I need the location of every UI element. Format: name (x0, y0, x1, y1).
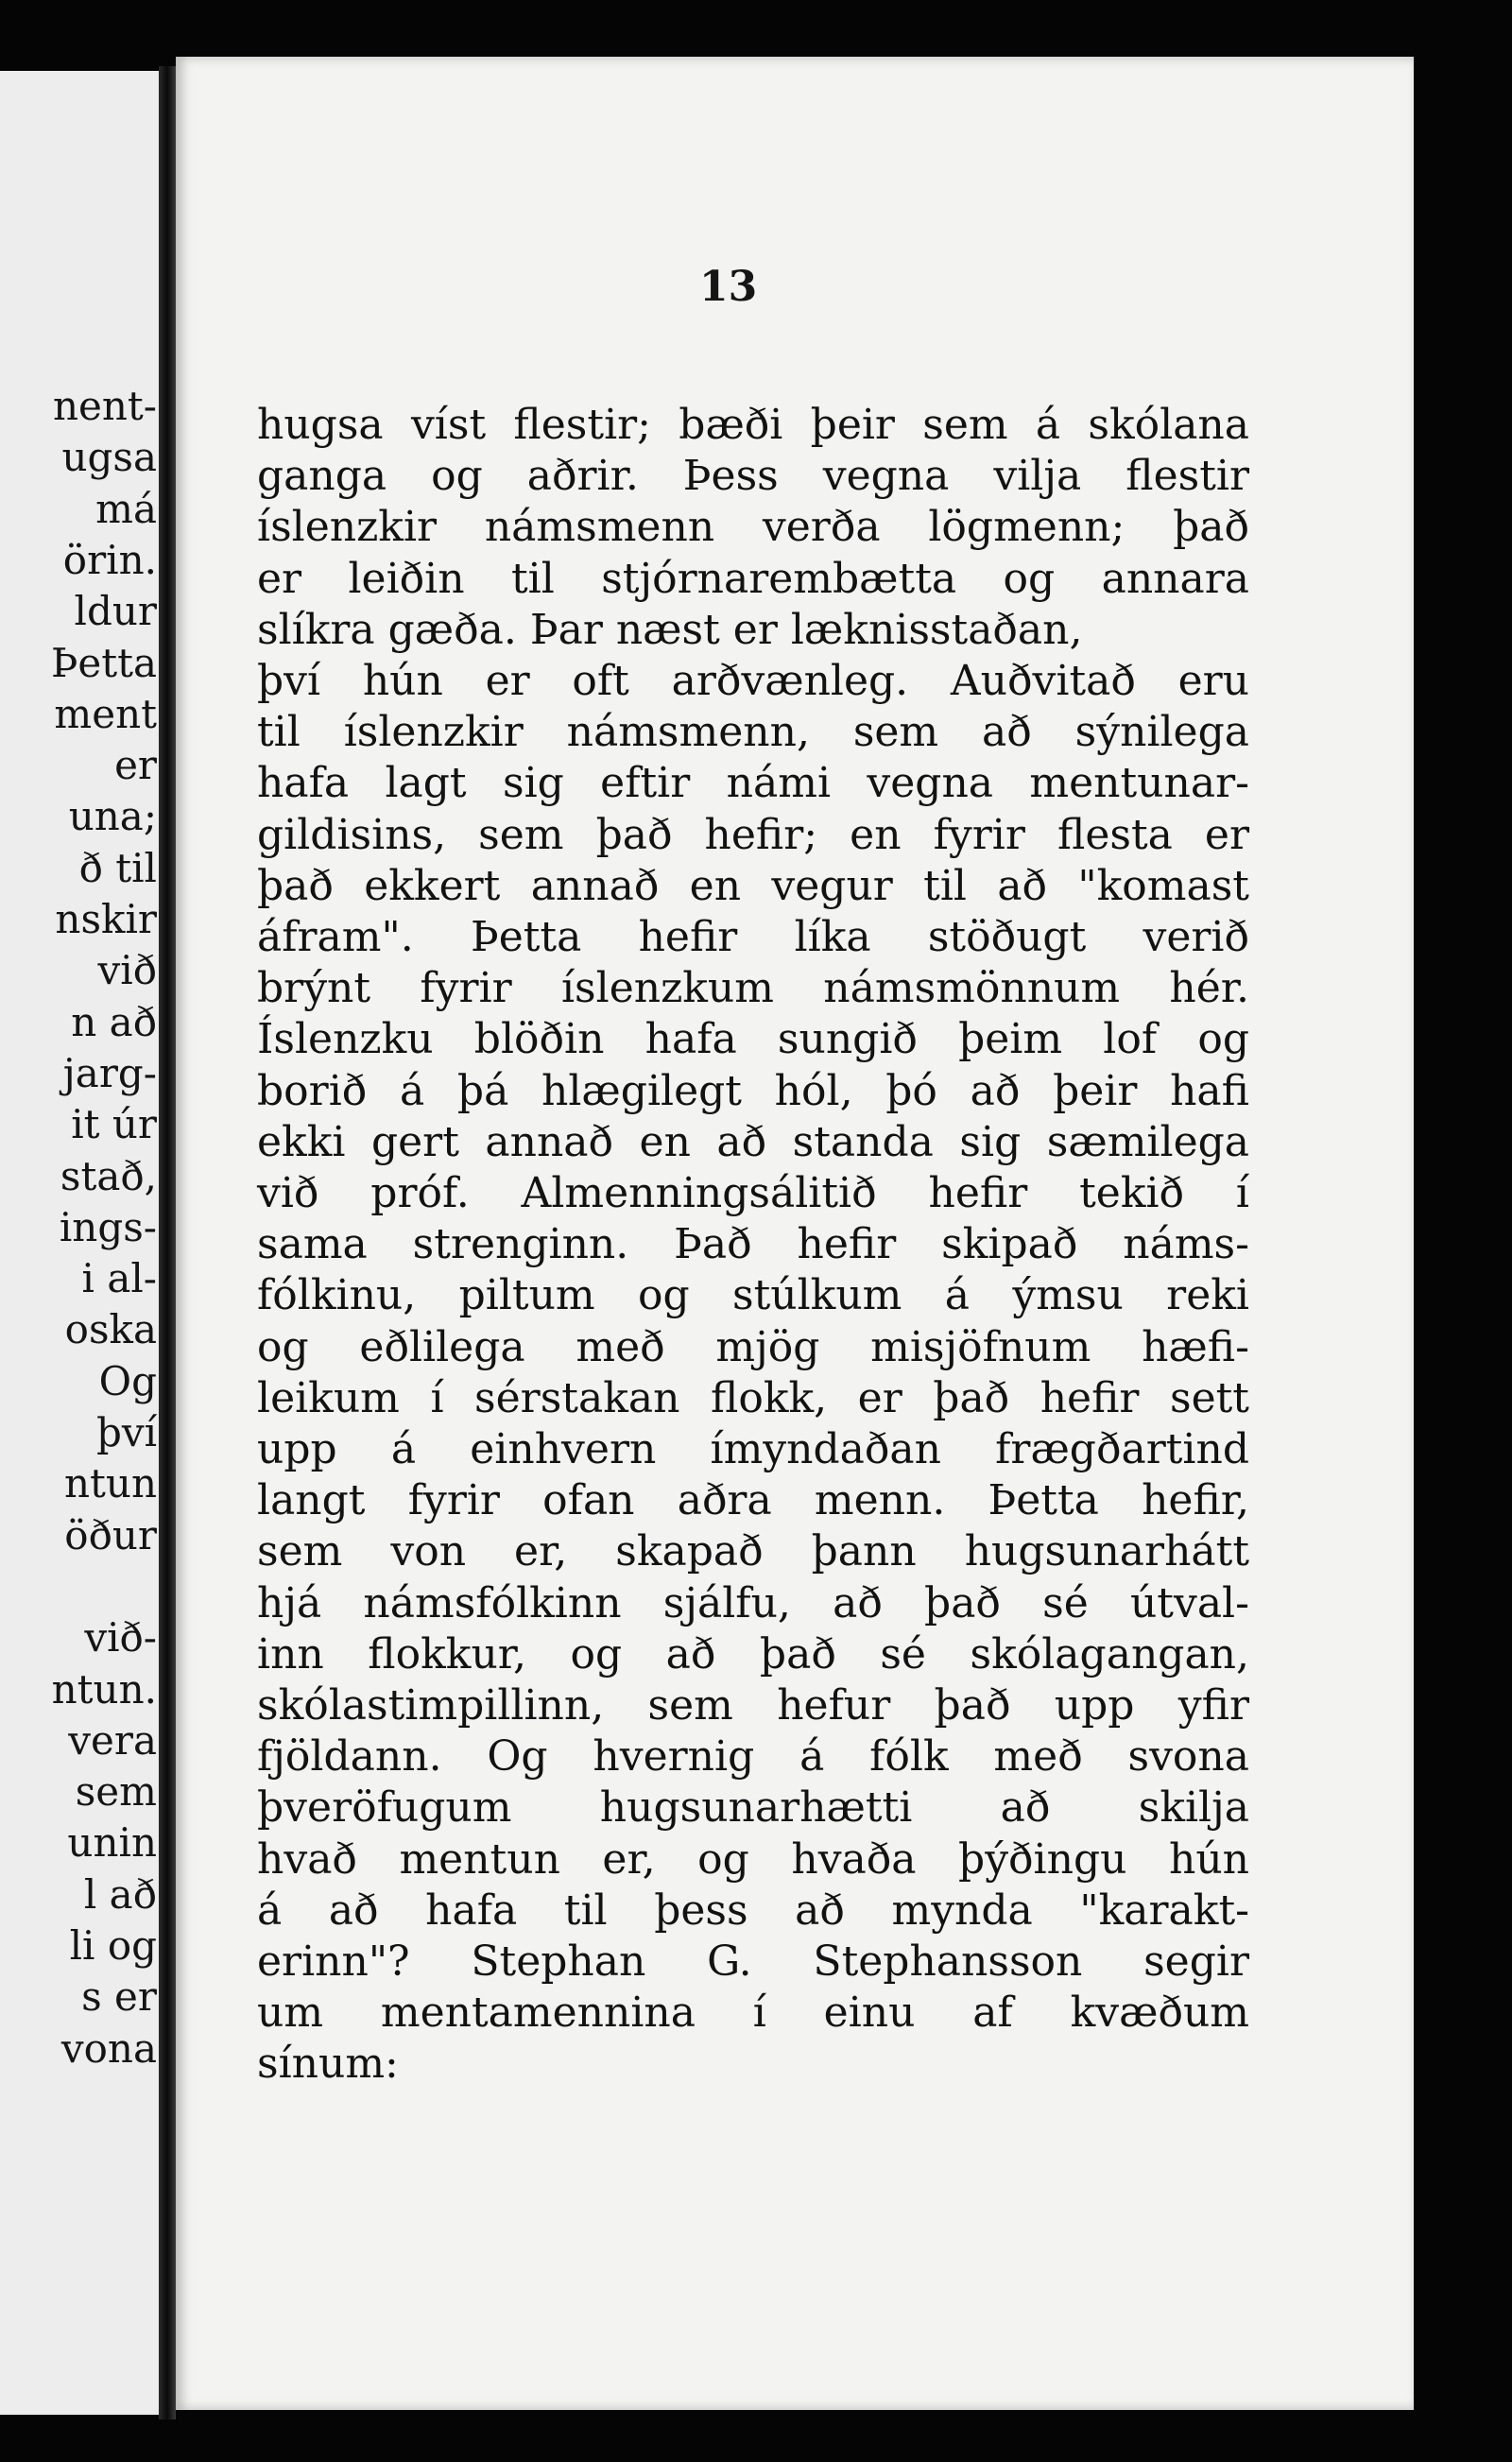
text-line: um mentamennina í einu af kvæðum (257, 1989, 1249, 2038)
page-number: 13 (699, 263, 758, 311)
text-line: sínum: (257, 2040, 399, 2089)
text-line: við próf. Almenningsálitið hefir tekið í (257, 1169, 1249, 1217)
text-line: skólastimpillinn, sem hefur það upp yfir (257, 1681, 1249, 1730)
left-page-line: ugsa (61, 434, 157, 481)
left-page-line: nskir (55, 896, 157, 942)
text-line: áfram". Þetta hefir líka stöðugt verið (257, 913, 1249, 961)
left-page-line: s er (81, 1973, 157, 2021)
text-line: Íslenzku blöðin hafa sungið þeim lof og (257, 1015, 1249, 1064)
left-page-line: oska (64, 1306, 157, 1353)
text-line: inn flokkur, og að það sé skólagangan, (257, 1629, 1249, 1679)
text-line: til íslenzkir námsmenn, sem að sýnilega (257, 708, 1249, 757)
text-line: fjöldann. Og hvernig á fólk með svona (257, 1732, 1249, 1782)
book-gutter (159, 66, 176, 2419)
text-line: sem von er, skapað þann hugsunarhátt (257, 1527, 1249, 1576)
left-page-line: una; (68, 793, 157, 840)
left-page-line: örin. (62, 536, 157, 583)
left-page-line: ð til (78, 844, 157, 891)
left-page-line: stað, (60, 1152, 157, 1199)
text-line: gildisins, sem það hefir; en fyrir flesta er (257, 810, 1249, 859)
text-line: borið á þá hlægilegt hól, þó að þeir hafi (257, 1066, 1249, 1115)
left-page-line: jarg- (62, 1049, 157, 1096)
left-page-line: öður (64, 1511, 157, 1558)
left-page-line: ntun. (51, 1665, 157, 1713)
left-page-line: er (114, 742, 157, 789)
text-line: fólkinu, piltum og stúlkum á ýmsu reki (257, 1271, 1249, 1320)
text-line: erinn"? Stephan G. Stephansson segir (257, 1937, 1249, 1986)
left-page-line: Þetta (50, 639, 157, 686)
text-line: brýnt fyrir íslenzkum námsmönnum hér. (257, 964, 1249, 1013)
left-page-line: it úr (71, 1101, 157, 1148)
left-page-line: vona (60, 2024, 157, 2072)
text-line: hvað mentun er, og hvaða þýðingu hún (257, 1834, 1249, 1884)
text-line: og eðlilega með mjög misjöfnum hæfi- (257, 1322, 1249, 1371)
text-line: er leiðin til stjórnarembætta og annara (257, 554, 1249, 603)
text-line: því hún er oft arðvænleg. Auðvitað eru (257, 657, 1249, 705)
left-page-line: n að (71, 998, 157, 1045)
left-page-line: l að (83, 1870, 157, 1918)
text-line: á að hafa til þess að mynda "karakt- (257, 1885, 1249, 1935)
text-line: slíkra gæða. Þar næst er læknisstaðan, (257, 605, 1083, 654)
left-page-line: því (95, 1409, 157, 1455)
left-page-line: Og (98, 1357, 157, 1404)
text-line: ekki gert annað en að standa sig sæmilega (257, 1117, 1249, 1166)
left-page-line: ment (54, 690, 157, 737)
left-page-line: ntun (63, 1460, 157, 1507)
left-page-line: ldur (74, 588, 157, 635)
left-page-line: li og (69, 1922, 157, 1969)
left-page-line: unin (67, 1819, 157, 1867)
text-line: íslenzkir námsmenn verða lögmenn; það (257, 503, 1249, 552)
left-page-line: sem (75, 1768, 157, 1816)
left-page-fragment (0, 71, 163, 2415)
text-line: langt fyrir ofan aðra menn. Þetta hefir, (257, 1476, 1249, 1525)
text-line: sama strenginn. Það hefir skipað náms- (257, 1220, 1249, 1269)
left-page-line: nent- (52, 383, 157, 429)
text-line: hjá námsfólkinn sjálfu, að það sé útval- (257, 1578, 1249, 1627)
left-page-line: við- (84, 1614, 157, 1661)
text-line: það ekkert annað en vegur til að "komast (257, 861, 1249, 910)
left-page-line: ings- (59, 1203, 157, 1250)
left-page-line: vera (68, 1716, 157, 1764)
left-page-line: i al- (81, 1255, 157, 1302)
text-line: þveröfugum hugsunarhætti að skilja (257, 1783, 1249, 1833)
text-line: hafa lagt sig eftir námi vegna mentunar- (257, 759, 1249, 808)
text-line: upp á einhvern ímyndaðan frægðartind (257, 1425, 1249, 1473)
left-page-line: má (95, 485, 157, 532)
text-line: ganga og aðrir. Þess vegna vilja flestir (257, 452, 1249, 501)
left-page-line: við (97, 947, 157, 994)
text-line: hugsa víst flestir; bæði þeir sem á skólana (257, 401, 1249, 449)
text-line: leikum í sérstakan flokk, er það hefir sett (257, 1373, 1249, 1422)
